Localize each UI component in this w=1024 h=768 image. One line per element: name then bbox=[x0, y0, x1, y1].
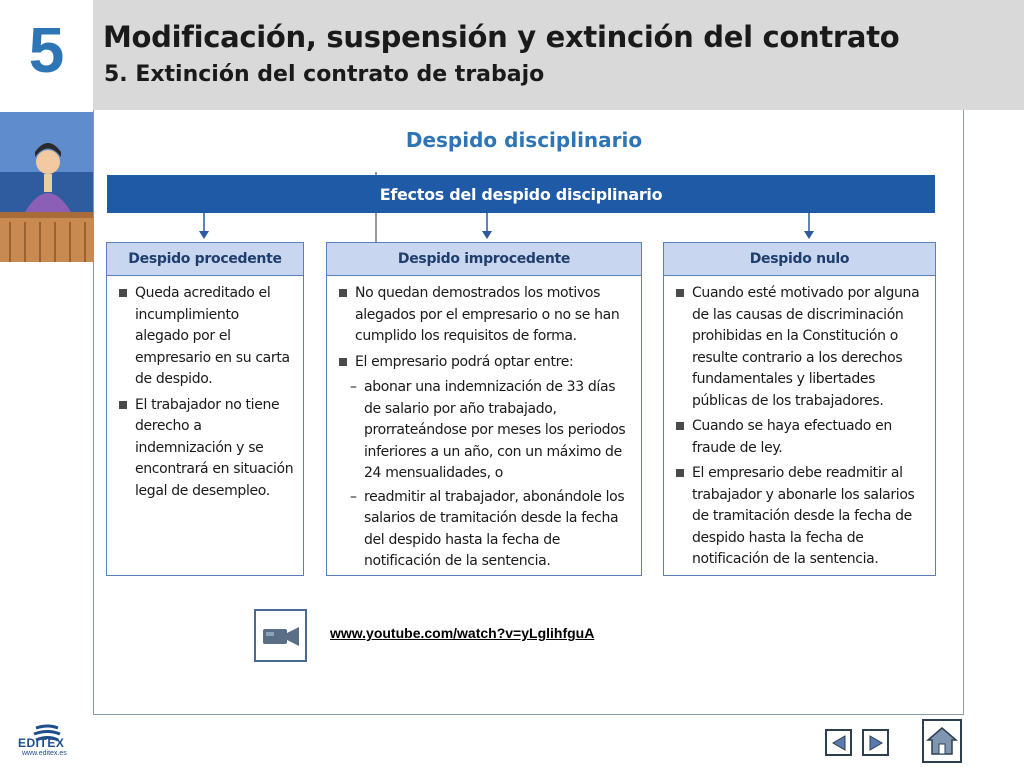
effects-bar: Efectos del despido disciplinario bbox=[107, 175, 935, 213]
list-item: El empresario podrá optar entre: bbox=[337, 352, 633, 374]
list-item: Queda acreditado el incumplimiento alegado por el empresario en su carta de despido. bbox=[117, 283, 295, 391]
square-bullet-icon bbox=[676, 289, 684, 297]
square-bullet-icon bbox=[676, 422, 684, 430]
card-body bbox=[107, 276, 303, 502]
card-despido-nulo bbox=[663, 242, 936, 576]
option-item: – readmitir al trabajador, abonándole los salarios de tramitación desde la fecha del despido hasta la fecha de notificación de la sentencia. bbox=[350, 487, 633, 573]
video-link[interactable]: www.youtube.com/watch?v=yLglihfguA bbox=[330, 625, 595, 641]
arrowhead-nulo bbox=[804, 231, 814, 239]
prev-button[interactable] bbox=[825, 729, 852, 756]
card-body bbox=[664, 276, 935, 571]
card-heading: Despido improcedente bbox=[327, 243, 641, 276]
next-button[interactable] bbox=[862, 729, 889, 756]
slide-title: Modificación, suspensión y extinción del contrato bbox=[103, 20, 900, 54]
triangle-right-icon bbox=[867, 734, 885, 752]
dash-mark: – bbox=[350, 379, 357, 395]
list-item: Cuando se haya efectuado en fraude de ley. bbox=[674, 416, 927, 459]
list-item: El empresario debe readmitir al trabajador y abonarle los salarios de tramitación desde la fecha de despido hasta la fecha de notificación de la sentencia. bbox=[674, 463, 927, 571]
section-heading: Despido disciplinario bbox=[405, 128, 643, 152]
square-bullet-icon bbox=[119, 289, 127, 297]
square-bullet-icon bbox=[339, 358, 347, 366]
card-despido-improcedente bbox=[326, 242, 642, 576]
square-bullet-icon bbox=[339, 289, 347, 297]
card-body bbox=[327, 276, 641, 573]
option-item: – abonar una indemnización de 33 días de salario por año trabajado, prorrateándose por meses los periodos inferiores a un año, con un máximo de 24 mensualidades, o bbox=[350, 377, 633, 485]
arrowhead-procedente bbox=[199, 231, 209, 239]
square-bullet-icon bbox=[676, 469, 684, 477]
card-despido-procedente bbox=[106, 242, 304, 576]
card-heading: Despido procedente bbox=[107, 243, 303, 276]
arrowhead-improcedente bbox=[482, 231, 492, 239]
list-item: El trabajador no tiene derecho a indemnización y se encontrará en situación legal de desempleo. bbox=[117, 395, 295, 503]
dash-mark: – bbox=[350, 488, 357, 505]
video-camera-icon bbox=[261, 624, 301, 648]
slide-subtitle: 5. Extinción del contrato de trabajo bbox=[104, 62, 545, 87]
triangle-left-icon bbox=[830, 734, 848, 752]
list-item: Cuando esté motivado por alguna de las causas de discriminación prohibidas en la Constitución o resulte contrario a los derechos fundamentales y libertades públicas de los trabajadores. bbox=[674, 283, 927, 412]
logo-url: www.editex.es bbox=[22, 750, 67, 757]
chapter-number: 5 bbox=[0, 0, 93, 110]
home-icon bbox=[926, 725, 958, 757]
square-bullet-icon bbox=[119, 401, 127, 409]
logo-name: EDITEX bbox=[18, 736, 65, 750]
home-button[interactable] bbox=[922, 719, 962, 763]
card-heading: Despido nulo bbox=[664, 243, 935, 276]
list-item: No quedan demostrados los motivos alegados por el empresario o no se han cumplido los requisitos de forma. bbox=[337, 283, 633, 348]
video-button[interactable] bbox=[254, 609, 307, 662]
